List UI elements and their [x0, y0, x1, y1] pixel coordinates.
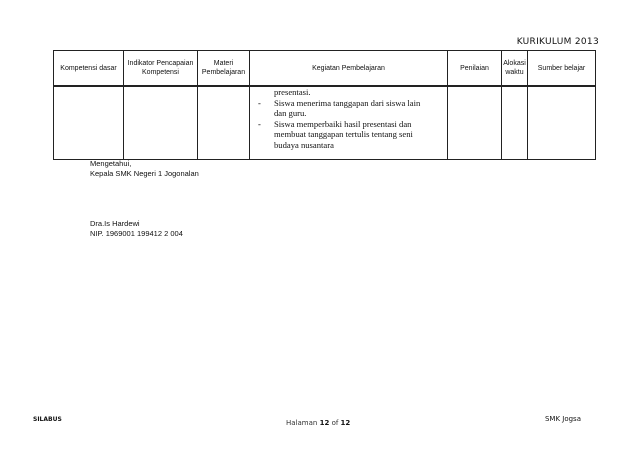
table-header-row [54, 51, 596, 87]
bullet-dash: - [258, 118, 261, 129]
footer-school: SMK Jogsa [544, 415, 581, 423]
col-header-sumber-belajar: Sumber belajar [528, 51, 596, 87]
col-header-kompetensi-dasar: Kompetensi dasar [54, 51, 124, 87]
cell-indikator [124, 86, 198, 160]
activity-line: membuat tanggapan tertulis tentang seni [274, 129, 413, 140]
syllabus-table [53, 50, 596, 160]
page-total: 12 [340, 419, 351, 427]
col-header-kegiatan: Kegiatan Pembelajaran [250, 51, 448, 87]
approval-block [90, 159, 199, 179]
activity-line: Siswa memperbaiki hasil presentasi dan [274, 118, 412, 129]
cell-penilaian [448, 86, 502, 160]
footer-document-type: SILABUS [33, 416, 62, 423]
activity-item [258, 119, 447, 151]
activity-continuation: presentasi. [274, 87, 311, 97]
cell-alokasi-waktu [502, 86, 528, 160]
col-header-indikator: Indikator Pencapaian Kompetensi [124, 51, 198, 87]
col-header-penilaian: Penilaian [448, 51, 502, 87]
signatory-name: Dra.Is Hardewi [90, 219, 140, 228]
page-of: of [331, 419, 339, 427]
cell-sumber-belajar [528, 86, 596, 160]
activity-line: budaya nusantara [274, 139, 334, 150]
page-number [286, 419, 350, 427]
page-current: 12 [319, 419, 330, 427]
activity-item [258, 98, 447, 119]
activity-line: dan guru. [274, 108, 307, 119]
bullet-dash: - [258, 97, 261, 108]
curriculum-label: KURIKULUM 2013 [516, 37, 599, 47]
col-header-alokasi-waktu: Alokasi waktu [502, 51, 528, 87]
activity-list [250, 87, 447, 151]
activity-line: Siswa menerima tanggapan dari siswa lain [274, 97, 421, 108]
signatory-nip: NIP. 1969001 199412 2 004 [90, 229, 183, 238]
acknowledged-text: Mengetahui, [90, 159, 132, 168]
cell-kegiatan [250, 86, 448, 160]
col-header-materi: Materi Pembelajaran [198, 51, 250, 87]
table-row [54, 86, 596, 160]
principal-position: Kepala SMK Negeri 1 Jogonalan [90, 169, 199, 178]
page-prefix: Halaman [286, 419, 318, 427]
signatory-block [90, 219, 183, 239]
cell-kompetensi-dasar [54, 86, 124, 160]
cell-materi [198, 86, 250, 160]
